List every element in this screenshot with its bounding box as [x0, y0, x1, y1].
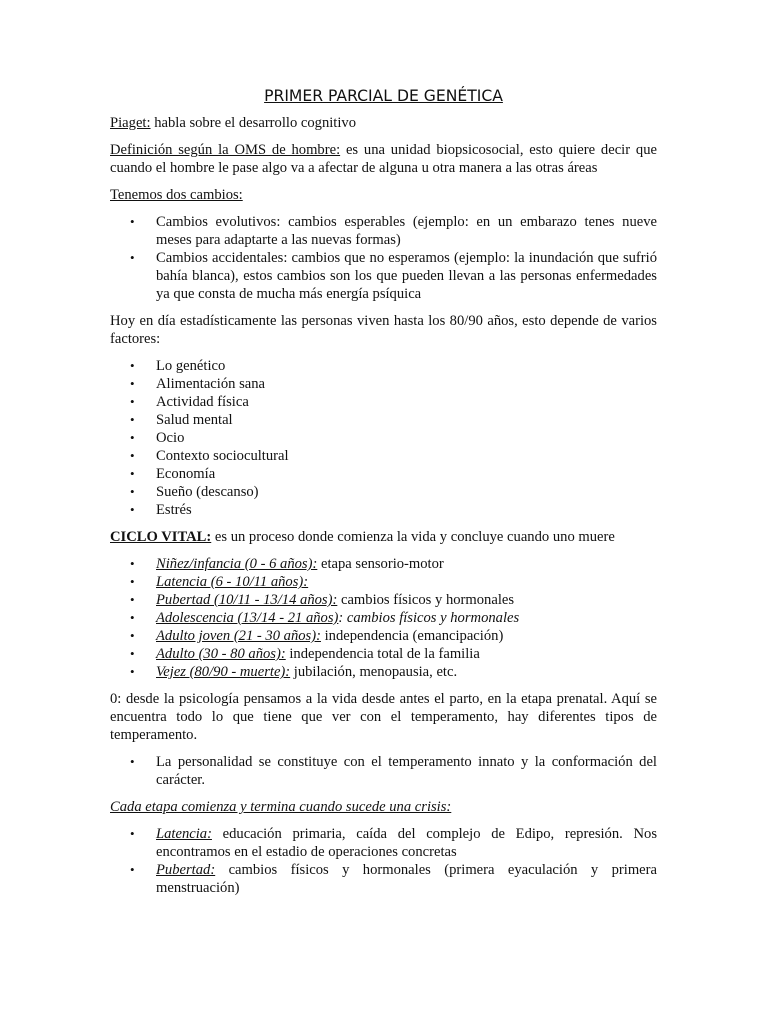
crisis-list	[110, 825, 657, 897]
ciclo-stages-list	[110, 555, 657, 681]
list-item	[110, 645, 657, 663]
page-title: PRIMER PARCIAL DE GENÉTICA	[264, 87, 503, 105]
crisis-heading	[110, 798, 657, 816]
crisis-name: Latencia:	[156, 826, 212, 842]
list-item-text: Cambios accidentales: cambios que no esperamos (ejemplo: la inundación que sufrió bahía blanca), estos cambios son los que pueden llevan a las personas enfermedades ya que consta de mucha más energía psíquica	[156, 250, 657, 302]
stage-desc: cambios físicos y hormonales	[337, 592, 515, 608]
list-item	[110, 249, 657, 303]
ciclo-vital-label: CICLO VITAL:	[110, 529, 212, 545]
factores-intro: Hoy en día estadísticamente las personas viven hasta los 80/90 años, esto depende de varios factores:	[110, 313, 657, 347]
cambios-list	[110, 213, 657, 303]
bullet-icon: •	[130, 754, 135, 769]
factores-list	[110, 357, 657, 519]
list-item-text: Ocio	[156, 430, 185, 446]
list-item	[110, 393, 657, 411]
cambios-heading-text: Tenemos dos cambios:	[110, 187, 243, 203]
bullet-icon: •	[130, 448, 135, 463]
list-item	[110, 861, 657, 897]
oms-text: es una unidad biopsicosocial, esto quiere decir que cuando el hombre le pase algo va a afectar de alguna u otra manera a las otras áreas	[110, 142, 657, 176]
stage-name: Niñez/infancia (0 - 6 años):	[156, 556, 318, 572]
piaget-label: Piaget:	[110, 115, 151, 131]
list-item-text: Cambios evolutivos: cambios esperables (ejemplo: en un embarazo tenes nueve meses para adaptarte a las nuevas formas)	[156, 214, 657, 248]
oms-paragraph	[110, 141, 657, 177]
bullet-icon: •	[130, 430, 135, 445]
list-item-text: Sueño (descanso)	[156, 484, 259, 500]
list-item-text: Contexto sociocultural	[156, 448, 289, 464]
list-item	[110, 591, 657, 609]
bullet-icon: •	[130, 646, 135, 661]
bullet-icon: •	[130, 610, 135, 625]
bullet-icon: •	[130, 628, 135, 643]
bullet-icon: •	[130, 502, 135, 517]
bullet-icon: •	[130, 214, 135, 229]
stage-desc: independencia (emancipación)	[320, 628, 504, 644]
bullet-icon: •	[130, 466, 135, 481]
crisis-name: Pubertad:	[156, 862, 216, 878]
bullet-icon: •	[130, 358, 135, 373]
bullet-icon: •	[130, 250, 135, 265]
ciclo-vital-paragraph	[110, 528, 657, 546]
bullet-icon: •	[130, 592, 135, 607]
list-item	[110, 627, 657, 645]
list-item	[110, 609, 657, 627]
crisis-desc: educación primaria, caída del complejo de Edipo, represión. Nos encontramos en el estadio de operaciones concretas	[156, 826, 657, 860]
crisis-heading-text: Cada etapa comienza y termina cuando sucede una crisis:	[110, 799, 452, 815]
stage-name: Adulto joven (21 - 30 años):	[156, 628, 321, 644]
bullet-icon: •	[130, 826, 135, 841]
list-item	[110, 663, 657, 681]
document-body	[110, 86, 657, 906]
list-item	[110, 555, 657, 573]
ciclo-vital-text: es un proceso donde comienza la vida y concluye cuando uno muere	[211, 529, 615, 545]
list-item-text: La personalidad se constituye con el temperamento innato y la conformación del carácter.	[156, 754, 657, 788]
list-item-text: Economía	[156, 466, 216, 482]
list-item	[110, 411, 657, 429]
list-item	[110, 573, 657, 591]
list-item	[110, 429, 657, 447]
stage-name: Pubertad (10/11 - 13/14 años):	[156, 592, 338, 608]
list-item	[110, 825, 657, 861]
piaget-text: habla sobre el desarrollo cognitivo	[150, 115, 357, 131]
oms-label: Definición según la OMS de hombre:	[110, 142, 341, 158]
list-item-text: Estrés	[156, 502, 192, 518]
crisis-desc: cambios físicos y hormonales (primera eyaculación y primera menstruación)	[156, 862, 657, 896]
bullet-icon: •	[130, 376, 135, 391]
bullet-icon: •	[130, 556, 135, 571]
bullet-icon: •	[130, 664, 135, 679]
bullet-icon: •	[130, 862, 135, 877]
list-item-text: Actividad física	[156, 394, 249, 410]
list-item	[110, 483, 657, 501]
stage-desc: etapa sensorio-motor	[317, 556, 444, 572]
list-item	[110, 753, 657, 789]
piaget-paragraph	[110, 114, 657, 132]
stage-name: Adolescencia (13/14 - 21 años)	[156, 610, 339, 626]
cero-list	[110, 753, 657, 789]
cero-paragraph: 0: desde la psicología pensamos a la vida desde antes el parto, en la etapa prenatal. Aquí se encuentra todo lo que tiene que ver con el temperamento, hay diferentes tipos de temperamento.	[110, 691, 657, 743]
stage-name: Latencia (6 - 10/11 años):	[156, 574, 309, 590]
cambios-heading	[110, 186, 657, 204]
list-item	[110, 357, 657, 375]
list-item	[110, 465, 657, 483]
bullet-icon: •	[130, 484, 135, 499]
list-item-text: Salud mental	[156, 412, 233, 428]
stage-name: Vejez (80/90 - muerte):	[156, 664, 291, 680]
list-item-text: Lo genético	[156, 358, 226, 374]
list-item	[110, 375, 657, 393]
list-item	[110, 501, 657, 519]
stage-desc: jubilación, menopausia, etc.	[290, 664, 458, 680]
stage-desc: independencia total de la familia	[285, 646, 480, 662]
bullet-icon: •	[130, 394, 135, 409]
stage-name: Adulto (30 - 80 años):	[156, 646, 286, 662]
bullet-icon: •	[130, 574, 135, 589]
list-item-text: Alimentación sana	[156, 376, 266, 392]
stage-desc: : cambios físicos y hormonales	[338, 610, 520, 626]
list-item	[110, 213, 657, 249]
bullet-icon: •	[130, 412, 135, 427]
list-item	[110, 447, 657, 465]
